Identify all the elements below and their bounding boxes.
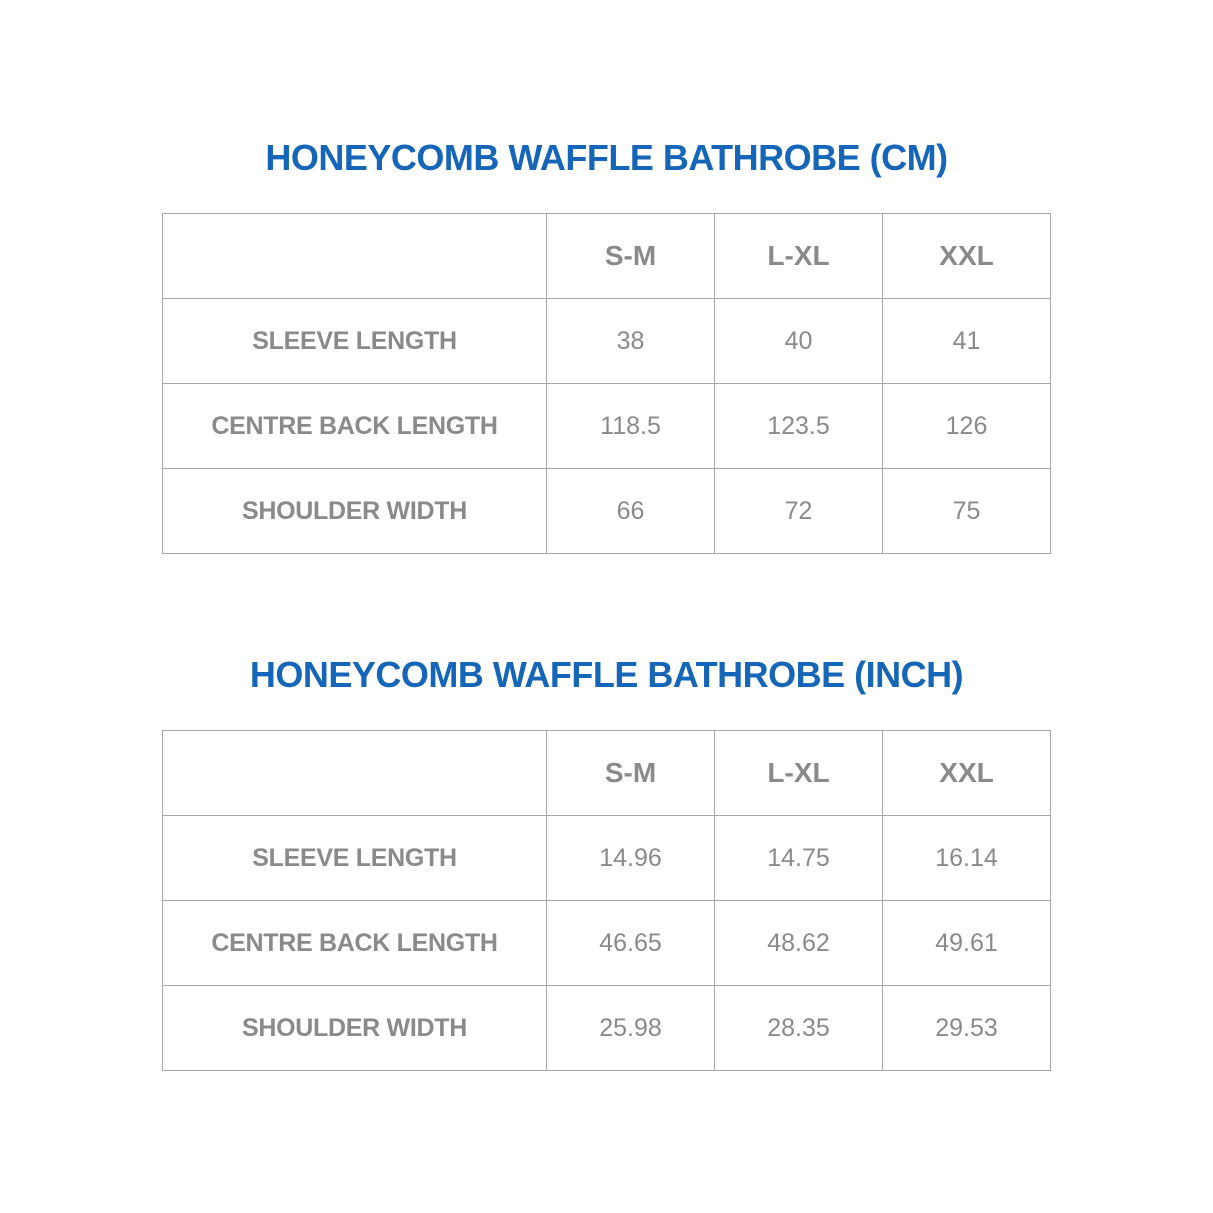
corner-cell [163, 731, 547, 816]
column-header-s-m: S-M [547, 214, 715, 299]
table-cell: 14.96 [547, 816, 715, 901]
row-label-sleeve-length: SLEEVE LENGTH [163, 299, 547, 384]
table-row [163, 986, 1051, 1071]
table-cell: 25.98 [547, 986, 715, 1071]
column-header-xxl: XXL [883, 214, 1051, 299]
table-cell: 123.5 [715, 384, 883, 469]
table-row [163, 901, 1051, 986]
table-cell: 29.53 [883, 986, 1051, 1071]
table-cell: 46.65 [547, 901, 715, 986]
row-label-shoulder-width: SHOULDER WIDTH [163, 986, 547, 1071]
table-cell: 72 [715, 469, 883, 554]
table-title-cm: HONEYCOMB WAFFLE BATHROBE (CM) [265, 137, 948, 178]
table-cell: 126 [883, 384, 1051, 469]
table-cell: 118.5 [547, 384, 715, 469]
row-label-shoulder-width: SHOULDER WIDTH [163, 469, 547, 554]
column-header-xxl: XXL [883, 731, 1051, 816]
table-row [163, 469, 1051, 554]
table-cell: 41 [883, 299, 1051, 384]
size-table-inch [162, 730, 1051, 1071]
table-cell: 40 [715, 299, 883, 384]
table-cell: 28.35 [715, 986, 883, 1071]
table-cell: 14.75 [715, 816, 883, 901]
table-cell: 16.14 [883, 816, 1051, 901]
size-table-cm [162, 213, 1051, 554]
table-cell: 48.62 [715, 901, 883, 986]
row-label-sleeve-length: SLEEVE LENGTH [163, 816, 547, 901]
table-header-row [163, 214, 1051, 299]
column-header-l-xl: L-XL [715, 214, 883, 299]
table-row [163, 384, 1051, 469]
table-cell: 49.61 [883, 901, 1051, 986]
corner-cell [163, 214, 547, 299]
table-title-inch: HONEYCOMB WAFFLE BATHROBE (INCH) [249, 654, 964, 695]
column-header-l-xl: L-XL [715, 731, 883, 816]
table-cell: 38 [547, 299, 715, 384]
table-cell: 66 [547, 469, 715, 554]
table-header-row [163, 731, 1051, 816]
table-cell: 75 [883, 469, 1051, 554]
table-row [163, 816, 1051, 901]
row-label-centre-back-length: CENTRE BACK LENGTH [163, 384, 547, 469]
table-row [163, 299, 1051, 384]
column-header-s-m: S-M [547, 731, 715, 816]
row-label-centre-back-length: CENTRE BACK LENGTH [163, 901, 547, 986]
